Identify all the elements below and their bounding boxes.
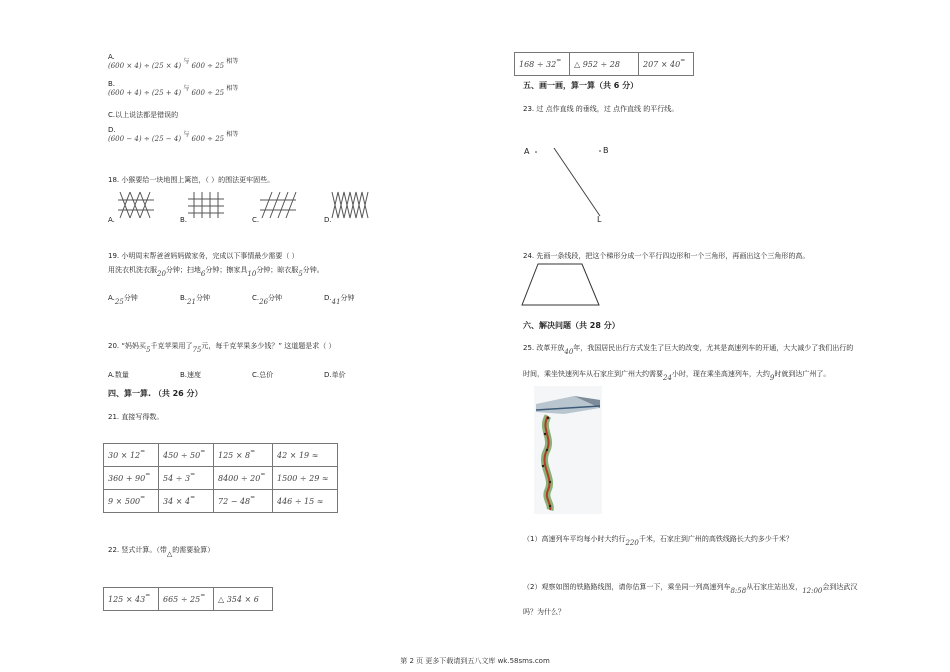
option-b[interactable]: B.速度 bbox=[180, 371, 202, 379]
question-19-stem: 19. 小明周末帮爸爸妈妈做家务，完成以下事情最少需要（ ） bbox=[108, 252, 299, 260]
option-c[interactable] bbox=[252, 293, 283, 306]
text: 元，每千克苹果多少钱？” 这道题是求（ ） bbox=[201, 342, 336, 350]
unit: 分钟 bbox=[268, 294, 283, 302]
equals: = bbox=[200, 591, 206, 599]
option-c[interactable]: C.总价 bbox=[252, 371, 274, 379]
equals: = bbox=[140, 447, 146, 455]
text: 22. 竖式计算。（带 bbox=[108, 546, 167, 554]
question-25-line1 bbox=[523, 343, 854, 356]
option-d[interactable] bbox=[324, 293, 355, 306]
connector-text: 与 bbox=[183, 131, 190, 138]
trapezoid-shape bbox=[520, 262, 602, 308]
expression: 125 × 43 bbox=[108, 594, 146, 604]
problem-cell[interactable] bbox=[273, 444, 338, 467]
option-c[interactable]: C. bbox=[252, 216, 260, 224]
text: 时就到达广州了。 bbox=[774, 370, 831, 378]
expression: △ 952 ÷ 28 bbox=[574, 59, 620, 69]
problem-cell[interactable] bbox=[104, 588, 159, 611]
math-expression: 600 ÷ 25 bbox=[191, 89, 225, 97]
number: 6 bbox=[200, 270, 206, 278]
math-expression: (600 − 4) ÷ (25 − 4) bbox=[108, 135, 182, 143]
question-18-stem: 18. 小猴要给一块地围上篱笆，（ ）的围法更牢固些。 bbox=[108, 176, 275, 184]
math-expression: (600 + 4) ÷ (25 + 4) bbox=[108, 89, 182, 97]
text: 25. 改革开放 bbox=[523, 344, 565, 352]
triangle-icon: △ bbox=[166, 550, 173, 558]
expression: 446 ÷ 15 ≈ bbox=[277, 496, 324, 506]
mental-math-table bbox=[103, 443, 338, 513]
problem-cell[interactable] bbox=[104, 467, 159, 490]
text: 千克苹果用了 bbox=[150, 342, 193, 350]
option-b[interactable] bbox=[108, 80, 238, 97]
section-4-heading: 四、算一算. （共 26 分） bbox=[108, 389, 203, 398]
option-label: C. bbox=[252, 294, 260, 302]
text: 分钟。 bbox=[302, 266, 324, 274]
problem-cell[interactable] bbox=[214, 467, 273, 490]
table-row bbox=[104, 444, 338, 467]
time-value: 12:00 bbox=[802, 587, 823, 595]
number: 40 bbox=[564, 348, 574, 356]
option-d[interactable] bbox=[108, 126, 238, 143]
text: 分钟；晾衣服 bbox=[256, 266, 299, 274]
equals: = bbox=[250, 493, 256, 501]
expression: 9 × 500 bbox=[108, 496, 141, 506]
question-23-stem: 23. 过 点作直线 的垂线，过 点作直线 的平行线。 bbox=[523, 105, 679, 113]
question-22-stem bbox=[108, 545, 215, 558]
expression: 665 ÷ 25 bbox=[163, 594, 201, 604]
text: 分钟；扫地 bbox=[165, 266, 201, 274]
expression: 34 × 4 bbox=[163, 496, 191, 506]
question-25-line2 bbox=[523, 369, 831, 382]
option-a[interactable] bbox=[108, 53, 238, 70]
number: 21 bbox=[187, 298, 196, 306]
connector-text: 与 bbox=[183, 58, 190, 65]
option-a[interactable]: A.数量 bbox=[108, 371, 129, 379]
problem-cell[interactable] bbox=[214, 490, 273, 513]
section-6-heading: 六、解决问题（共 28 分） bbox=[523, 321, 620, 330]
table-row bbox=[104, 490, 338, 513]
unit: 分钟 bbox=[340, 294, 355, 302]
problem-cell[interactable] bbox=[159, 490, 214, 513]
option-label: D. bbox=[108, 126, 116, 134]
number: 10 bbox=[247, 270, 257, 278]
equals: = bbox=[200, 447, 206, 455]
equals: = bbox=[145, 470, 151, 478]
text: 的需要验算） bbox=[172, 546, 215, 554]
question-25-part2-line2: 吗？为什么？ bbox=[523, 608, 565, 616]
text: （2）观察如图的铁路路线图，请你估算一下，乘坐同一列高速列车 bbox=[523, 583, 731, 591]
line-l bbox=[554, 148, 600, 216]
equals: = bbox=[190, 493, 196, 501]
number: 20 bbox=[157, 270, 166, 278]
question-25-part1 bbox=[523, 534, 793, 547]
option-b[interactable]: B. bbox=[180, 216, 188, 224]
option-d[interactable]: D. bbox=[324, 216, 332, 224]
connector-text: 与 bbox=[183, 85, 190, 92]
text: 会到达武汉 bbox=[822, 583, 858, 591]
equals: = bbox=[260, 470, 266, 478]
question-20-stem bbox=[108, 341, 336, 354]
option-c[interactable]: C.以上说法都是错误的 bbox=[108, 111, 179, 119]
time-value: 8:58 bbox=[730, 587, 747, 595]
unit: 分钟 bbox=[123, 294, 138, 302]
option-a[interactable] bbox=[108, 293, 138, 306]
problem-cell[interactable] bbox=[639, 53, 694, 76]
text: 用洗衣机洗衣服 bbox=[108, 266, 157, 274]
number: 220 bbox=[625, 539, 639, 547]
problem-cell[interactable] bbox=[273, 490, 338, 513]
equals: = bbox=[145, 591, 151, 599]
option-label: B. bbox=[180, 294, 188, 302]
equals: = bbox=[190, 470, 196, 478]
expression: 54 ÷ 3 bbox=[163, 473, 191, 483]
equals: = bbox=[250, 447, 256, 455]
expression: 72 − 48 bbox=[218, 496, 251, 506]
question-25-part2 bbox=[523, 582, 858, 595]
option-d[interactable]: D.单价 bbox=[324, 371, 346, 379]
problem-cell[interactable] bbox=[104, 444, 159, 467]
number: 5 bbox=[298, 270, 303, 278]
problem-cell[interactable] bbox=[159, 588, 214, 611]
point-a bbox=[535, 151, 537, 153]
number: 75 bbox=[192, 346, 202, 354]
table-row bbox=[104, 467, 338, 490]
question-19-details bbox=[108, 265, 324, 278]
expression: 125 × 8 bbox=[218, 450, 251, 460]
table-row bbox=[515, 53, 694, 76]
number: 26 bbox=[259, 298, 269, 306]
text: 小时，现在乘坐高速列车，大约 bbox=[671, 370, 770, 378]
problem-cell[interactable] bbox=[159, 467, 214, 490]
table-row bbox=[104, 588, 273, 611]
expression: 168 ÷ 32 bbox=[519, 59, 557, 69]
equals: = bbox=[556, 56, 562, 64]
expression: 30 × 12 bbox=[108, 450, 141, 460]
math-expression: 600 ÷ 25 bbox=[191, 62, 225, 70]
number: 24 bbox=[663, 374, 672, 382]
number: 41 bbox=[331, 298, 341, 306]
number: 5 bbox=[145, 346, 151, 354]
unit: 分钟 bbox=[195, 294, 210, 302]
text: 年，我国居民出行方式发生了巨大的改变，尤其是高速列车的开通，大大减少了我们出行的 bbox=[573, 344, 854, 352]
vertical-calc-table bbox=[103, 587, 273, 611]
vertical-calc-table-continued bbox=[514, 52, 694, 76]
text: 分钟；擦家具 bbox=[205, 266, 248, 274]
number: 9 bbox=[769, 374, 775, 382]
railway-map-image bbox=[534, 386, 602, 514]
suffix-text: 相等 bbox=[226, 85, 239, 92]
fence-diagram-c bbox=[258, 190, 298, 220]
problem-cell[interactable] bbox=[515, 53, 570, 76]
problem-cell[interactable] bbox=[104, 490, 159, 513]
problem-cell[interactable] bbox=[159, 444, 214, 467]
section-5-heading: 五、画一画，算一算（共 6 分） bbox=[523, 81, 639, 90]
suffix-text: 相等 bbox=[226, 131, 239, 138]
fence-diagram-b bbox=[186, 190, 226, 220]
math-expression: 600 ÷ 25 bbox=[191, 135, 225, 143]
page-footer: 第 2 页 更多下载请到五八文库 wk.58sms.com bbox=[400, 657, 550, 665]
text: 20. “妈妈买 bbox=[108, 342, 146, 350]
problem-cell[interactable] bbox=[570, 53, 639, 76]
expression: 360 + 90 bbox=[108, 473, 146, 483]
fence-diagram-a bbox=[116, 190, 156, 220]
expression: 207 × 40 bbox=[643, 59, 681, 69]
problem-cell[interactable] bbox=[273, 467, 338, 490]
problem-cell[interactable] bbox=[214, 588, 273, 611]
option-a[interactable]: A. bbox=[108, 216, 115, 224]
expression: 1500 ÷ 29 ≈ bbox=[277, 473, 329, 483]
option-label: D. bbox=[324, 294, 332, 302]
text: 千米，石家庄到广州的高铁线路长大约多少千米？ bbox=[638, 535, 793, 543]
line-l-label: L bbox=[597, 215, 602, 224]
point-b bbox=[599, 150, 601, 152]
option-label: A. bbox=[108, 294, 115, 302]
question-21-stem: 21. 直接写得数。 bbox=[108, 413, 164, 421]
option-b[interactable] bbox=[180, 293, 210, 306]
problem-cell[interactable] bbox=[214, 444, 273, 467]
equals: = bbox=[140, 493, 146, 501]
fence-diagram-d bbox=[330, 190, 370, 220]
equals: = bbox=[680, 56, 686, 64]
expression: 8400 ÷ 20 bbox=[218, 473, 261, 483]
text: 从石家庄站出发， bbox=[746, 583, 803, 591]
point-b-label: B bbox=[603, 146, 609, 155]
question-24-stem: 24. 先画一条线段，把这个梯形分成一个平行四边形和一个三角形，再画出这个三角形的高。 bbox=[523, 252, 810, 260]
math-expression: (600 × 4) ÷ (25 × 4) bbox=[108, 62, 182, 70]
text: （1）高速列车平均每小时大约行 bbox=[523, 535, 626, 543]
option-label: A. bbox=[108, 53, 115, 61]
suffix-text: 相等 bbox=[226, 58, 239, 65]
text: 时间，乘坐快速列车从石家庄到广州大约需要 bbox=[523, 370, 663, 378]
point-a-label: A bbox=[524, 147, 530, 156]
option-label: B. bbox=[108, 80, 116, 88]
number: 25 bbox=[114, 298, 124, 306]
expression: 450 ÷ 50 bbox=[163, 450, 201, 460]
expression: △ 354 × 6 bbox=[218, 594, 259, 604]
expression: 42 × 19 ≈ bbox=[277, 450, 319, 460]
